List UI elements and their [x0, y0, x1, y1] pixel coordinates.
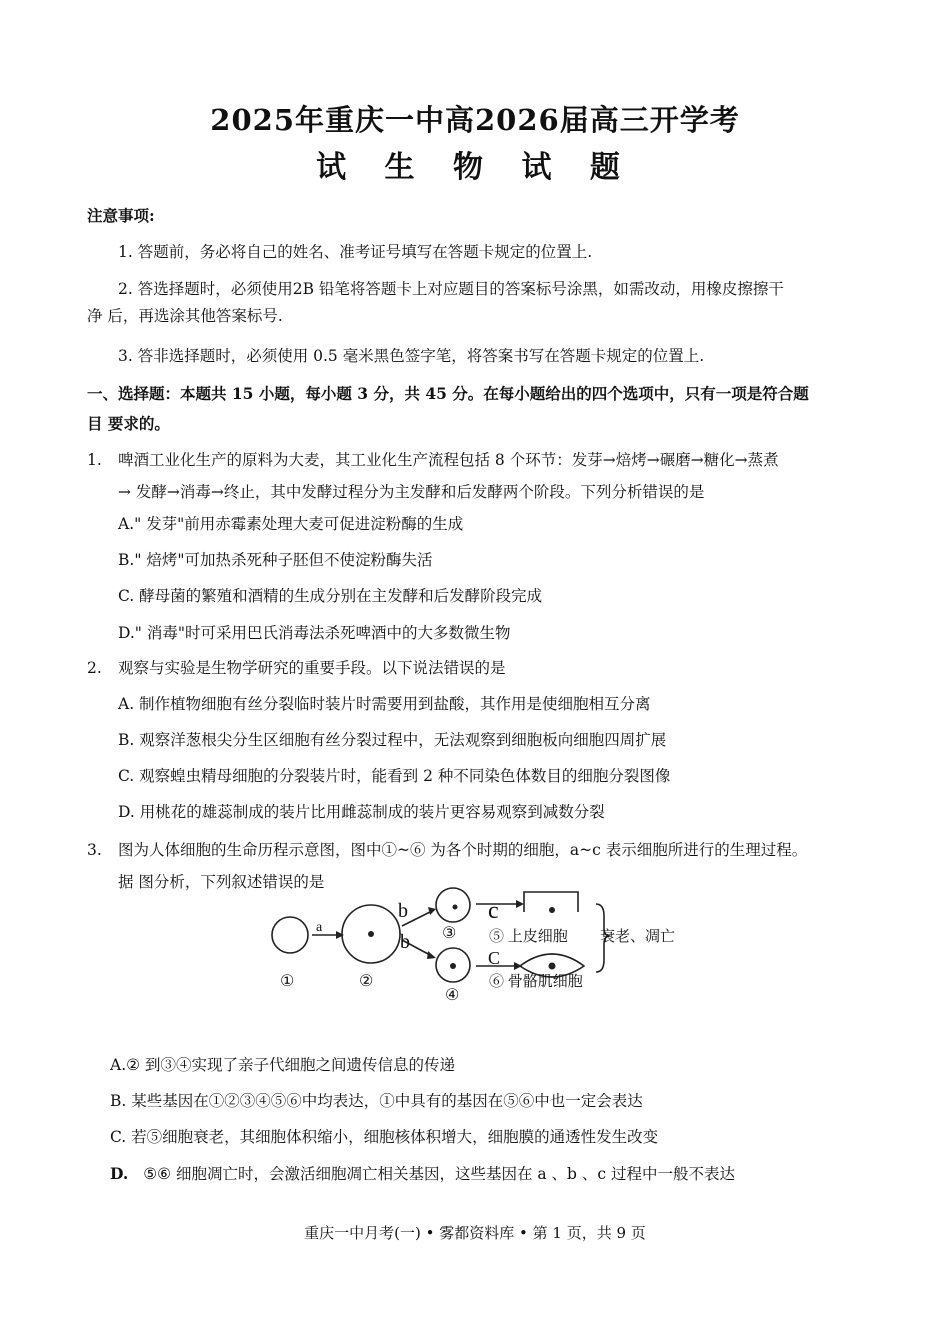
- question-1-number: 1.: [87, 451, 102, 469]
- question-1-option-b: B." 焙烤"可加热杀死种子胚但不使淀粉酶失活: [118, 551, 433, 569]
- notice-item-2-cont: 净 后，再选涂其他答案标号.: [87, 307, 283, 325]
- notice-item-2: 2. 答选择题时，必须使用2B 铅笔将答题卡上对应题目的答案标号涂黑，如需改动，用橡皮擦擦干: [118, 280, 784, 298]
- arrowhead-b-lower: [427, 951, 436, 959]
- label-fate: 衰老、凋亡: [600, 929, 676, 945]
- arrowhead-c-lower: [514, 962, 522, 970]
- section-heading: 一、选择题：本题共 15 小题，每小题 3 分，共 45 分。在每小题给出的四个选项中，只有一项是符合题: [87, 384, 809, 403]
- question-3-option-d: [110, 1164, 735, 1184]
- label-cell-2: ②: [359, 973, 374, 990]
- label-cell-4: ④: [445, 987, 460, 1004]
- page-footer: 重庆一中月考(一) • 雾都资料库 • 第 1 页，共 9 页: [304, 1224, 646, 1242]
- question-3-stem-cont: 据 图分析，下列叙述错误的是: [118, 873, 325, 891]
- question-3-stem: 图为人体细胞的生命历程示意图，图中①~⑥ 为各个时期的细胞，a~c 表示细胞所进行的生理过程。: [118, 841, 808, 859]
- question-3-option-d-label: D.: [110, 1164, 129, 1183]
- cell-lifecycle-diagram: [262, 880, 722, 1005]
- question-1-stem-cont: → 发酵→消毒→终止，其中发酵过程分为主发酵和后发酵两个阶段。下列分析错误的是: [118, 483, 705, 501]
- question-1-option-c: C. 酵母菌的繁殖和酒精的生成分别在主发酵和后发酵阶段完成: [118, 587, 543, 605]
- label-c-upper: c: [488, 898, 499, 924]
- cell-3-nucleus: [453, 905, 458, 910]
- label-cell-6: ⑥ 骨骼肌细胞: [489, 974, 583, 990]
- label-cell-5: ⑤ 上皮细胞: [489, 929, 568, 945]
- question-3-option-c: C. 若⑤细胞衰老，其细胞体积缩小，细胞核体积增大，细胞膜的通透性发生改变: [110, 1128, 659, 1146]
- question-3-option-a: A.② 到③④实现了亲子代细胞之间遗传信息的传递: [110, 1056, 455, 1074]
- label-b-lower: b: [400, 931, 410, 953]
- question-1-option-a: A." 发芽"前用赤霉素处理大麦可促进淀粉酶的生成: [118, 515, 464, 533]
- label-c-lower: C: [488, 948, 501, 968]
- exam-title: 2025年重庆一中高2026届高三开学考: [210, 103, 740, 137]
- cell-3-shape: [436, 888, 470, 922]
- question-3-option-d-text: ⑤⑥ 细胞凋亡时，会激活细胞凋亡相关基因，这些基因在 a 、b 、c 过程中一般不表达: [143, 1165, 736, 1183]
- notice-item-3: 3. 答非选择题时，必须使用 0.5 毫米黑色签字笔，将答案书写在答题卡规定的位置上.: [118, 347, 705, 365]
- arrowhead-b-upper: [428, 907, 436, 915]
- cell-5-nucleus: [549, 907, 555, 913]
- question-2-stem: 观察与实验是生物学研究的重要手段。以下说法错误的是: [118, 659, 506, 677]
- notice-heading: 注意事项:: [87, 206, 155, 225]
- arrowhead-c-upper: [516, 900, 524, 908]
- label-a: a: [316, 920, 323, 935]
- question-3-number: 3.: [87, 841, 102, 859]
- label-b-upper: b: [398, 900, 408, 922]
- exam-subject-title: 试 生 物 试 题: [316, 150, 634, 185]
- cell-1-shape: [272, 917, 308, 953]
- question-2-option-d: D. 用桃花的雄蕊制成的装片比用雌蕊制成的装片更容易观察到减数分裂: [118, 803, 605, 821]
- cell-6-nucleus: [549, 963, 556, 970]
- question-2-option-b: B. 观察洋葱根尖分生区细胞有丝分裂过程中，无法观察到细胞板向细胞四周扩展: [118, 731, 667, 749]
- notice-item-1: 1. 答题前，务必将自己的姓名、准考证号填写在答题卡规定的位置上.: [118, 243, 593, 261]
- question-2-option-a: A. 制作植物细胞有丝分裂临时装片时需要用到盐酸，其作用是使细胞相互分离: [118, 695, 651, 713]
- question-3-option-b: B. 某些基因在①②③④⑤⑥中均表达，①中具有的基因在⑤⑥中也一定会表达: [110, 1092, 643, 1110]
- cell-2-nucleus: [368, 931, 374, 937]
- label-cell-3: ③: [442, 925, 457, 942]
- section-heading-cont: 目 要求的。: [87, 414, 170, 433]
- question-2-option-c: C. 观察蝗虫精母细胞的分裂装片时，能看到 2 种不同染色体数目的细胞分裂图像: [118, 767, 671, 785]
- cell-4-nucleus: [450, 963, 456, 969]
- question-2-number: 2.: [87, 659, 102, 677]
- question-1-option-d: D." 消毒"时可采用巴氏消毒法杀死啤酒中的大多数微生物: [118, 624, 511, 642]
- question-1-stem: 啤酒工业化生产的原料为大麦，其工业化生产流程包括 8 个环节：发芽→焙烤→碾磨→糖化→蒸煮: [118, 451, 779, 469]
- label-cell-1: ①: [280, 973, 295, 990]
